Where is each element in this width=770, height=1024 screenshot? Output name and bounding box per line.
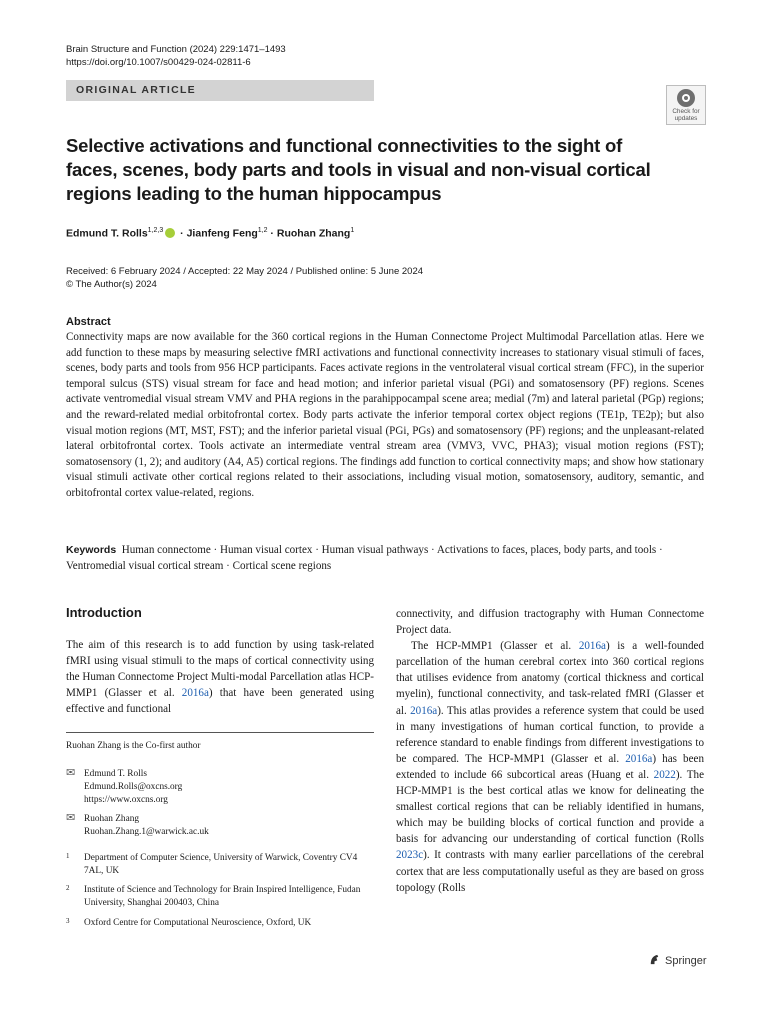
contact-name: Ruohan Zhang (84, 814, 139, 824)
publication-dates (66, 265, 423, 291)
author-list: Edmund T. Rolls$^{1,2,3}$ · Jianfeng Feng$^{1,2}$ · Ruohan Zhang$^1$ (66, 227, 355, 240)
affiliation-number: 2 (66, 884, 70, 892)
orcid-icon[interactable] (165, 228, 175, 238)
website-link[interactable]: https://www.oxcns.org (84, 795, 168, 805)
author-affiliation-marker: 1,2 (257, 227, 268, 234)
check-updates-text: Check for updates (672, 108, 700, 122)
affiliation-text: Department of Computer Science, University of Warwick, Coventry CV4 7AL, UK (84, 853, 358, 876)
citation-link[interactable]: 2016a (181, 687, 209, 700)
intro-text: ) that have been generated using effective and functional (66, 687, 374, 716)
article-type-bar (66, 80, 374, 101)
journal-header (66, 43, 286, 69)
intro-text: The aim of this research is to add function by using task-related fMRI using visual stimuli to the maps of cortical connectivity using the Human Connectome Project Multi-modal Parcellation atlas HCP-MMP1 (Glasser et al. (66, 639, 374, 700)
publisher-name: Springer (665, 955, 707, 967)
doi-link[interactable]: https://doi.org/10.1007/s00429-024-02811-6 (66, 57, 251, 68)
cofirst-author-note: Ruohan Zhang is the Co-first author (66, 741, 201, 751)
citation-link[interactable]: 2016a (625, 752, 653, 765)
copyright-line: © The Author(s) 2024 (66, 279, 157, 290)
article-type-label: ORIGINAL ARTICLE (76, 84, 196, 96)
dates-line: Received: 6 February 2024 / Accepted: 22 May 2024 / Published online: 5 June 2024 (66, 266, 424, 277)
citation-link[interactable]: 2022 (653, 768, 676, 781)
footnote-divider (66, 732, 374, 733)
publisher-logo (648, 953, 707, 967)
author-name[interactable]: Edmund T. Rolls (66, 227, 148, 240)
keywords-block (66, 543, 704, 574)
affiliation-text: Institute of Science and Technology for Brain Inspired Intelligence, Fudan University, Shanghai 200403, China (84, 885, 361, 908)
introduction-heading: Introduction (66, 605, 142, 620)
affiliation-number: 3 (66, 917, 70, 925)
citation-link[interactable]: 2016a (578, 640, 606, 653)
article-title: Selective activations and functional connectivities to the sight of faces, scenes, body parts and tools in visual and non-visual cortical regions leading to the human hippocampus (66, 135, 651, 204)
contact-rolls (84, 768, 182, 807)
paragraph: connectivity, and diffusion tractography with Human Connectome Project data. (396, 608, 704, 637)
journal-citation: Brain Structure and Function (2024) 229:1471–1493 (66, 44, 286, 55)
envelope-icon: ✉ (66, 812, 76, 824)
springer-horse-icon (648, 953, 661, 966)
author-affiliation-marker: 1 (350, 227, 355, 234)
envelope-icon: ✉ (66, 767, 76, 779)
refresh-icon (677, 89, 695, 107)
abstract-text: Connectivity maps are now available for the 360 cortical regions in the Human Connectome Project Multimodal Parcellation atlas. Here we add function to these maps by measuring selective fMRI activations and functional connectivity increases to stationary visual stimuli of faces, scenes, body parts and tools from 956 HCP participants. Faces activate regions in the ventrolateral visual cortical stream (FFC), in the superior temporal sulcus (STS) visual stream for face and head motion; and inferior parietal visual (PGi) and somatosensory (PF) regions. Scenes activate ventromedial visual stream VMV and PHA regions in the parahippocampal scene area; medial (7m) and lateral parietal (PGp) regions; and the reward-related medial orbitofrontal cortex. Body parts activate the inferior temporal cortex object regions (TE1p, TE2p); but also visual motion regions (MT, MST, FST); and the inferior parietal visual (PGi, PGs) and somatosensory (PF) regions; and the unpleasant-related lateral orbitofrontal cortex. Tools activate an intermediate ventral stream area (VMV3, VVC, PHA3); visual motion regions (FST); somatosensory (1, 2); and auditory (A4, A5) cortical regions. The findings add function to cortical connectivity maps; and show how stationary visual stimuli activate other cortical regions related to their associations, including visual motion, somatosensory, auditory, semantic, and orbitofrontal cortex value-related, regions. (66, 331, 704, 499)
citation-link[interactable]: 2016a (410, 704, 438, 717)
email-link[interactable]: Ruohan.Zhang.1@warwick.ac.uk (84, 827, 209, 837)
affiliation-number: 1 (66, 852, 70, 860)
contact-zhang (84, 813, 209, 839)
paragraph: The HCP-MMP1 (Glasser et al. 2016a) is a well-founded parcellation of the human cerebral cortex into 360 cortical regions that utilises evidence from anatomy (cortical thickness and cortical myelin), functional connectivity, and task-related fMRI (Glasser et al. 2016a). This atlas provides a reference system that could be used in many investigations of human cortical function, to provide a reference standard to enable findings from different investigations to be compared. The HCP-MMP1 (Glasser et al. 2016a) has been extended to include 66 subcortical areas (Huang et al. 2022). The HCP-MMP1 is the best cortical atlas we know for delineating the smallest cortical regions that can be reliably identified in humans, which may be building blocks of cortical function and provide a basis for advancing our understanding of cortical function (Rolls 2023c). It contrasts with many earlier parcellations of the cerebral cortex that are less computationally useful as they are based on gross topology (Rolls (396, 640, 704, 894)
contact-name: Edmund T. Rolls (84, 769, 147, 779)
affiliation-text: Oxford Centre for Computational Neuroscience, Oxford, UK (84, 918, 312, 928)
email-link[interactable]: Edmund.Rolls@oxcns.org (84, 782, 183, 792)
author-name[interactable]: Ruohan Zhang (276, 227, 351, 240)
keywords-heading: Keywords (66, 544, 117, 556)
citation-link[interactable]: 2023c (396, 849, 424, 862)
intro-left-paragraph (66, 637, 374, 717)
keywords-text: Human connectome · Human visual cortex · Human visual pathways · Activations to faces, places, body parts, and tools · Ventromedial visual cortical stream · Cortical scene regions (66, 544, 663, 572)
check-for-updates-badge[interactable] (666, 85, 706, 125)
right-column-text (396, 606, 704, 896)
author-name[interactable]: Jianfeng Feng (186, 227, 258, 240)
abstract-heading: Abstract (66, 316, 111, 328)
author-affiliation-marker: 1,2,3 (147, 227, 164, 234)
